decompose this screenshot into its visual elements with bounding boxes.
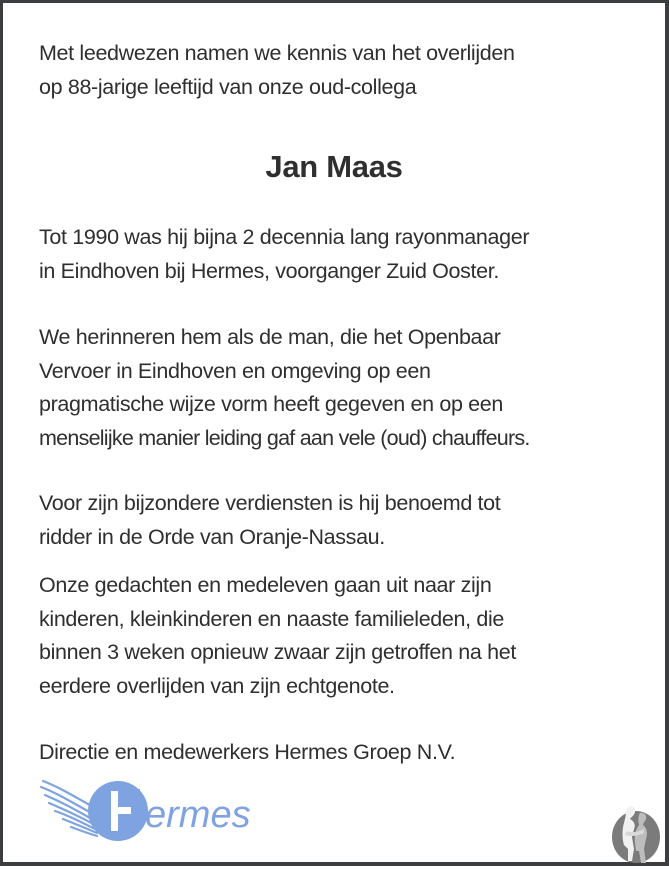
honor-paragraph [39, 487, 500, 554]
condolence-line-2: kinderen, kleinkinderen en naaste familieleden, die [39, 606, 505, 631]
remembrance-line-1: We herinneren hem als de man, die het Openbaar [39, 325, 501, 349]
condolence-paragraph [39, 569, 516, 703]
embracing-figures-icon [610, 803, 660, 865]
condolence-line-3: binnen 3 weken opnieuw zwaar zijn getroffen na het [39, 640, 516, 664]
signature [39, 736, 455, 770]
remembrance-line-3: pragmatische wijze vorm heeft gegeven en op een [39, 392, 504, 416]
intro-line-2: op 88-jarige leeftijd van onze oud-collega [39, 74, 417, 99]
remembrance-paragraph [39, 321, 530, 455]
memorial-icon [610, 803, 660, 865]
intro-text [39, 37, 515, 104]
intro-line-1: Met leedwezen namen we kennis van het overlijden [39, 41, 515, 65]
career-line-1: Tot 1990 was hij bijna 2 decennia lang rayonmanager [39, 225, 530, 249]
winged-h-logo-icon [39, 775, 269, 845]
signature-line: Directie en medewerkers Hermes Groep N.V. [39, 740, 456, 764]
condolence-line-1: Onze gedachten en medeleven gaan uit naar zijn [39, 573, 492, 597]
logo-wordmark: ermes [145, 794, 251, 836]
deceased-name: Jan Maas [265, 149, 403, 184]
condolence-line-4: eerdere overlijden van zijn echtgenote. [39, 673, 395, 698]
honor-line-2: ridder in de Orde van Oranje-Nassau. [39, 524, 385, 549]
career-paragraph [39, 221, 529, 288]
remembrance-line-2: Vervoer in Eindhoven en omgeving op een [39, 358, 431, 383]
hermes-logo [39, 775, 269, 845]
honor-line-1: Voor zijn bijzondere verdiensten is hij benoemd tot [39, 491, 501, 515]
remembrance-line-4: menselijke manier leiding gaf aan vele (oud) chauffeurs. [39, 425, 530, 450]
career-line-2: in Eindhoven bij Hermes, voorganger Zuid Ooster. [39, 258, 500, 283]
